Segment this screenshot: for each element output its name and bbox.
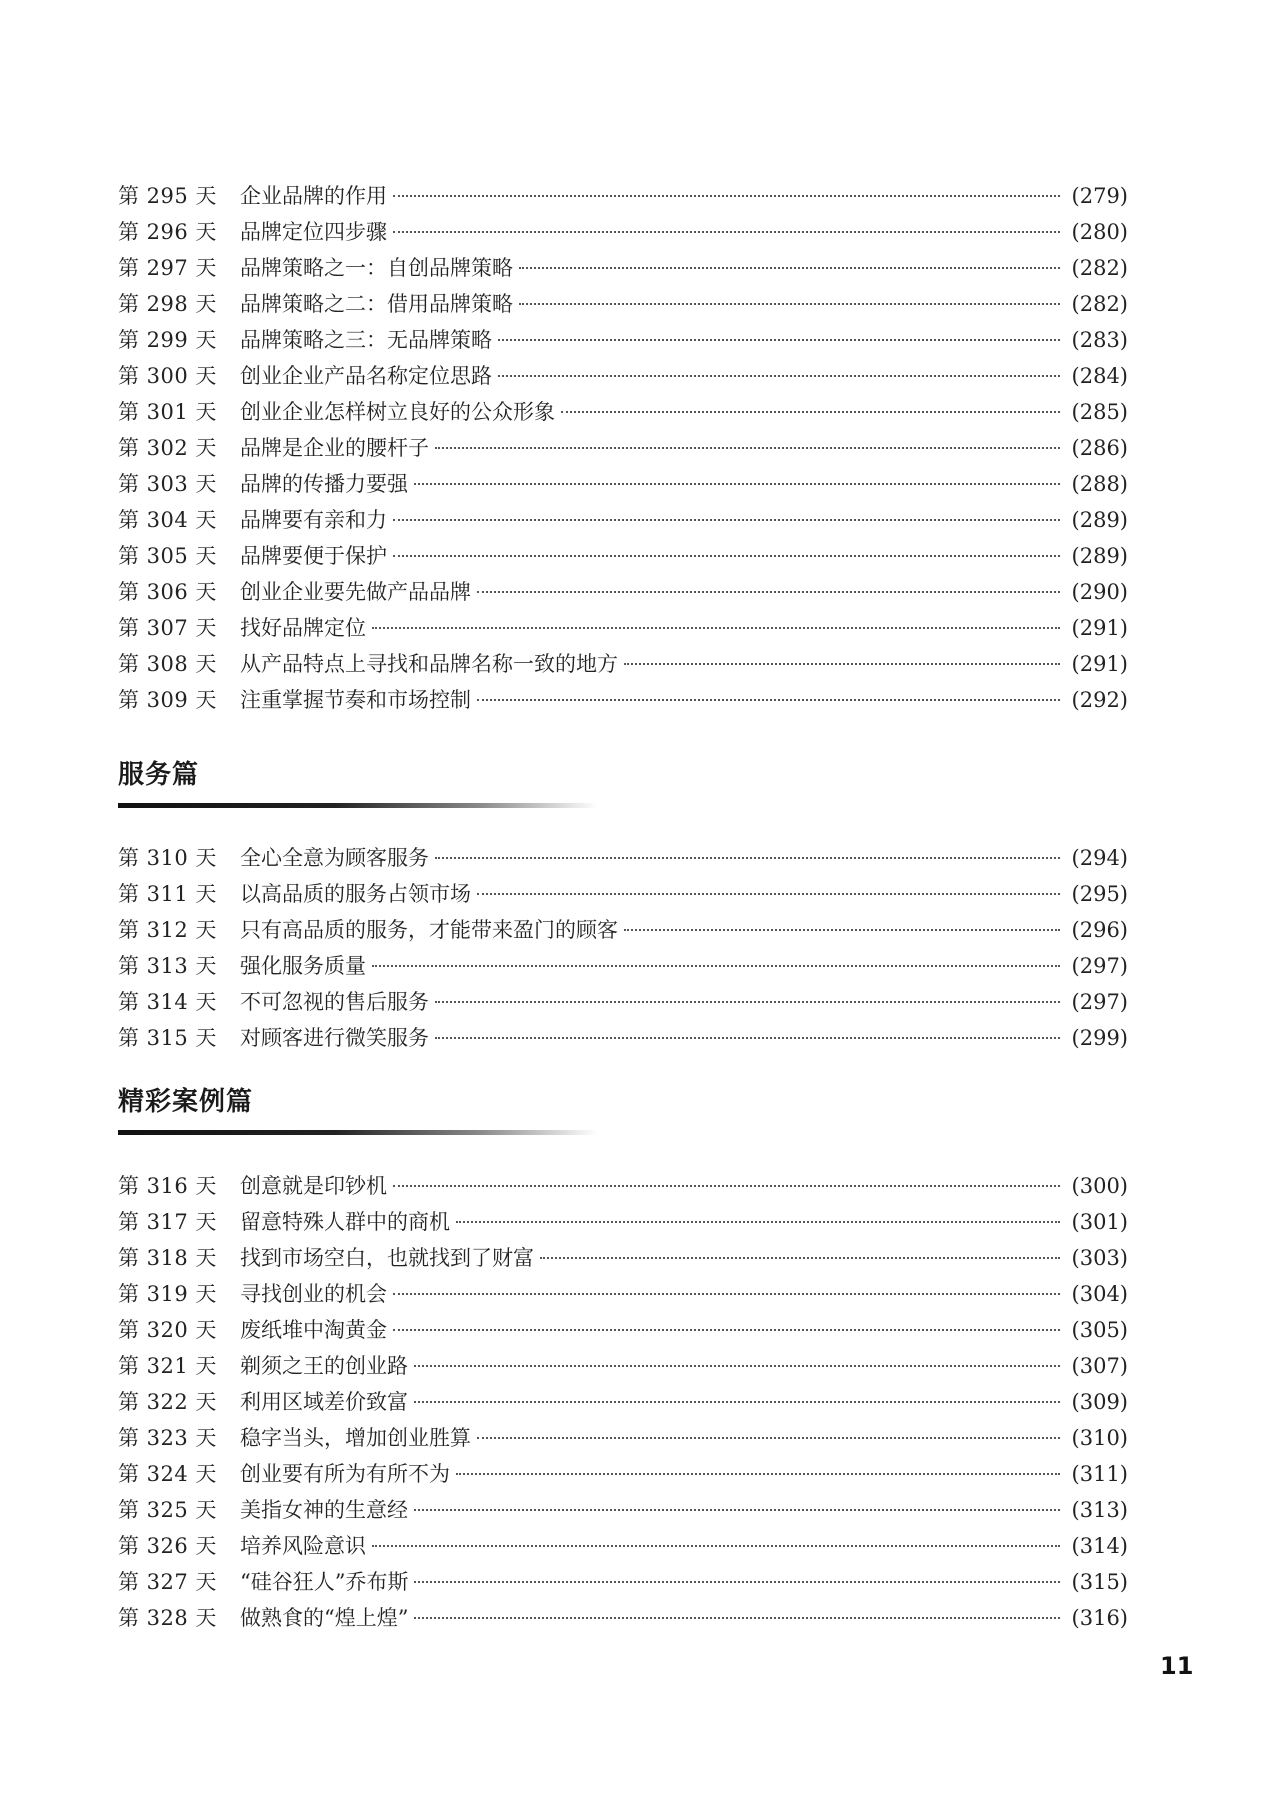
entry-day: 第 318 天	[118, 1246, 217, 1270]
entry-title: 创业企业产品名称定位思路	[240, 364, 492, 388]
dot-leader	[414, 483, 1060, 485]
entry-title: 剃须之王的创业路	[240, 1354, 408, 1378]
entry-title: 品牌是企业的腰杆子	[240, 436, 429, 460]
toc-entry[interactable]	[118, 1384, 1128, 1420]
entry-page-number: (289)	[1071, 508, 1128, 532]
toc-entry[interactable]	[118, 1276, 1128, 1312]
entry-title: 从产品特点上寻找和品牌名称一致的地方	[240, 652, 618, 676]
toc-entry[interactable]	[118, 1168, 1128, 1204]
entry-day: 第 326 天	[118, 1534, 217, 1558]
entry-title: 强化服务质量	[240, 954, 366, 978]
entry-page-number: (286)	[1071, 436, 1128, 460]
toc-entry[interactable]	[118, 430, 1128, 466]
toc-entry[interactable]	[118, 178, 1128, 214]
toc-entries-service	[118, 840, 1128, 1056]
section-title: 服务篇	[118, 760, 200, 790]
dot-leader	[435, 857, 1060, 859]
dot-leader	[456, 1221, 1060, 1223]
dot-leader	[456, 1473, 1060, 1475]
dot-leader	[561, 411, 1060, 413]
entry-title: 做熟食的“煌上煌”	[240, 1606, 409, 1630]
entry-page-number: (299)	[1071, 1026, 1128, 1050]
entry-title: 寻找创业的机会	[240, 1282, 387, 1306]
toc-entry[interactable]	[118, 214, 1128, 250]
page-number: 11	[1160, 1652, 1194, 1680]
dot-leader	[624, 929, 1060, 931]
entry-title: 以高品质的服务占领市场	[240, 882, 471, 906]
dot-leader	[393, 1329, 1060, 1331]
entry-title: 品牌要便于保护	[240, 544, 387, 568]
toc-entries-brand	[118, 178, 1128, 718]
dot-leader	[540, 1257, 1060, 1259]
toc-entry[interactable]	[118, 1564, 1128, 1600]
entry-day: 第 296 天	[118, 220, 217, 244]
entry-title: 品牌定位四步骤	[240, 220, 387, 244]
dot-leader	[477, 591, 1060, 593]
entry-page-number: (295)	[1071, 882, 1128, 906]
entry-title: 只有高品质的服务，才能带来盈门的顾客	[240, 918, 618, 942]
entry-title: 注重掌握节奏和市场控制	[240, 688, 471, 712]
entry-title: 废纸堆中淘黄金	[240, 1318, 387, 1342]
entry-page-number: (305)	[1071, 1318, 1128, 1342]
entry-title: 不可忽视的售后服务	[240, 990, 429, 1014]
toc-entry[interactable]	[118, 394, 1128, 430]
entry-day: 第 320 天	[118, 1318, 217, 1342]
entry-page-number: (291)	[1071, 652, 1128, 676]
dot-leader	[393, 1293, 1060, 1295]
entry-title: 企业品牌的作用	[240, 184, 387, 208]
toc-entry[interactable]	[118, 1528, 1128, 1564]
toc-entry[interactable]	[118, 1020, 1128, 1056]
entry-day: 第 322 天	[118, 1390, 217, 1414]
entry-day: 第 315 天	[118, 1026, 217, 1050]
entry-page-number: (279)	[1071, 184, 1128, 208]
entry-title: 品牌策略之二：借用品牌策略	[240, 292, 513, 316]
entry-title: 创业企业怎样树立良好的公众形象	[240, 400, 555, 424]
toc-entry[interactable]	[118, 1456, 1128, 1492]
toc-entry[interactable]	[118, 286, 1128, 322]
entry-title: 创业企业要先做产品品牌	[240, 580, 471, 604]
entry-page-number: (309)	[1071, 1390, 1128, 1414]
entry-page-number: (290)	[1071, 580, 1128, 604]
entry-day: 第 307 天	[118, 616, 217, 640]
entry-title: 培养风险意识	[240, 1534, 366, 1558]
entry-title: 美指女神的生意经	[240, 1498, 408, 1522]
entry-day: 第 301 天	[118, 400, 217, 424]
dot-leader	[498, 375, 1060, 377]
entry-day: 第 311 天	[118, 882, 217, 906]
toc-entry[interactable]	[118, 840, 1128, 876]
entry-title: 留意特殊人群中的商机	[240, 1210, 450, 1234]
entry-day: 第 308 天	[118, 652, 217, 676]
entry-title: 对顾客进行微笑服务	[240, 1026, 429, 1050]
toc-entry[interactable]	[118, 250, 1128, 286]
entry-day: 第 328 天	[118, 1606, 217, 1630]
dot-leader	[414, 1617, 1060, 1619]
entry-day: 第 325 天	[118, 1498, 217, 1522]
dot-leader	[477, 1437, 1060, 1439]
toc-entries-cases	[118, 1168, 1128, 1636]
toc-entry[interactable]	[118, 1492, 1128, 1528]
entry-day: 第 299 天	[118, 328, 217, 352]
entry-day: 第 317 天	[118, 1210, 217, 1234]
entry-page-number: (292)	[1071, 688, 1128, 712]
entry-page-number: (316)	[1071, 1606, 1128, 1630]
dot-leader	[372, 965, 1060, 967]
entry-day: 第 309 天	[118, 688, 217, 712]
dot-leader	[435, 447, 1060, 449]
entry-title: 创业要有所为有所不为	[240, 1462, 450, 1486]
entry-day: 第 305 天	[118, 544, 217, 568]
section-divider	[118, 803, 598, 808]
entry-page-number: (284)	[1071, 364, 1128, 388]
entry-day: 第 310 天	[118, 846, 217, 870]
dot-leader	[477, 893, 1060, 895]
entry-page-number: (303)	[1071, 1246, 1128, 1270]
toc-entry[interactable]	[118, 538, 1128, 574]
entry-title: 品牌策略之一：自创品牌策略	[240, 256, 513, 280]
dot-leader	[414, 1365, 1060, 1367]
entry-title: 品牌要有亲和力	[240, 508, 387, 532]
entry-day: 第 323 天	[118, 1426, 217, 1450]
entry-page-number: (297)	[1071, 990, 1128, 1014]
entry-page-number: (294)	[1071, 846, 1128, 870]
dot-leader	[393, 1185, 1060, 1187]
entry-day: 第 312 天	[118, 918, 217, 942]
entry-day: 第 324 天	[118, 1462, 217, 1486]
section-title: 精彩案例篇	[118, 1087, 254, 1117]
dot-leader	[477, 699, 1060, 701]
entry-page-number: (314)	[1071, 1534, 1128, 1558]
toc-entry[interactable]	[118, 610, 1128, 646]
toc-entry[interactable]	[118, 682, 1128, 718]
toc-entry[interactable]	[118, 984, 1128, 1020]
entry-title: 品牌的传播力要强	[240, 472, 408, 496]
entry-title: 找到市场空白，也就找到了财富	[240, 1246, 534, 1270]
entry-day: 第 304 天	[118, 508, 217, 532]
entry-title: 全心全意为顾客服务	[240, 846, 429, 870]
dot-leader	[435, 1037, 1060, 1039]
entry-page-number: (315)	[1071, 1570, 1128, 1594]
entry-day: 第 303 天	[118, 472, 217, 496]
toc-entry[interactable]	[118, 912, 1128, 948]
section-header-cases	[118, 1082, 598, 1135]
entry-title: 稳字当头，增加创业胜算	[240, 1426, 471, 1450]
toc-entry[interactable]	[118, 1600, 1128, 1636]
entry-page-number: (282)	[1071, 292, 1128, 316]
entry-day: 第 300 天	[118, 364, 217, 388]
toc-entry[interactable]	[118, 948, 1128, 984]
entry-page-number: (291)	[1071, 616, 1128, 640]
dot-leader	[519, 303, 1060, 305]
entry-page-number: (300)	[1071, 1174, 1128, 1198]
entry-page-number: (311)	[1071, 1462, 1128, 1486]
dot-leader	[393, 555, 1060, 557]
toc-entry[interactable]	[118, 1240, 1128, 1276]
entry-title: 利用区域差价致富	[240, 1390, 408, 1414]
entry-page-number: (313)	[1071, 1498, 1128, 1522]
entry-day: 第 295 天	[118, 184, 217, 208]
entry-title: 创意就是印钞机	[240, 1174, 387, 1198]
dot-leader	[393, 195, 1060, 197]
dot-leader	[414, 1509, 1060, 1511]
entry-day: 第 321 天	[118, 1354, 217, 1378]
dot-leader	[372, 627, 1060, 629]
toc-entry[interactable]	[118, 1312, 1128, 1348]
entry-page-number: (304)	[1071, 1282, 1128, 1306]
entry-page-number: (280)	[1071, 220, 1128, 244]
entry-day: 第 298 天	[118, 292, 217, 316]
toc-entry[interactable]	[118, 1348, 1128, 1384]
entry-day: 第 314 天	[118, 990, 217, 1014]
entry-day: 第 297 天	[118, 256, 217, 280]
dot-leader	[519, 267, 1060, 269]
dot-leader	[435, 1001, 1060, 1003]
entry-title: 找好品牌定位	[240, 616, 366, 640]
toc-entry[interactable]	[118, 646, 1128, 682]
dot-leader	[393, 231, 1060, 233]
dot-leader	[393, 519, 1060, 521]
entry-page-number: (283)	[1071, 328, 1128, 352]
entry-day: 第 327 天	[118, 1570, 217, 1594]
entry-page-number: (282)	[1071, 256, 1128, 280]
entry-page-number: (285)	[1071, 400, 1128, 424]
entry-page-number: (310)	[1071, 1426, 1128, 1450]
entry-day: 第 313 天	[118, 954, 217, 978]
entry-title: “硅谷狂人”乔布斯	[240, 1570, 409, 1594]
dot-leader	[498, 339, 1060, 341]
entry-page-number: (289)	[1071, 544, 1128, 568]
toc-entry[interactable]	[118, 466, 1128, 502]
dot-leader	[372, 1545, 1060, 1547]
entry-page-number: (296)	[1071, 918, 1128, 942]
entry-day: 第 319 天	[118, 1282, 217, 1306]
entry-day: 第 306 天	[118, 580, 217, 604]
section-divider	[118, 1130, 598, 1135]
dot-leader	[414, 1401, 1060, 1403]
toc-entry[interactable]	[118, 876, 1128, 912]
toc-entry[interactable]	[118, 322, 1128, 358]
dot-leader	[414, 1581, 1060, 1583]
toc-entry[interactable]	[118, 358, 1128, 394]
toc-entry[interactable]	[118, 502, 1128, 538]
entry-day: 第 302 天	[118, 436, 217, 460]
entry-page-number: (307)	[1071, 1354, 1128, 1378]
entry-page-number: (301)	[1071, 1210, 1128, 1234]
entry-page-number: (297)	[1071, 954, 1128, 978]
toc-entry[interactable]	[118, 1420, 1128, 1456]
toc-entry[interactable]	[118, 1204, 1128, 1240]
entry-title: 品牌策略之三：无品牌策略	[240, 328, 492, 352]
dot-leader	[624, 663, 1060, 665]
entry-page-number: (288)	[1071, 472, 1128, 496]
section-header-service	[118, 755, 598, 808]
toc-entry[interactable]	[118, 574, 1128, 610]
entry-day: 第 316 天	[118, 1174, 217, 1198]
